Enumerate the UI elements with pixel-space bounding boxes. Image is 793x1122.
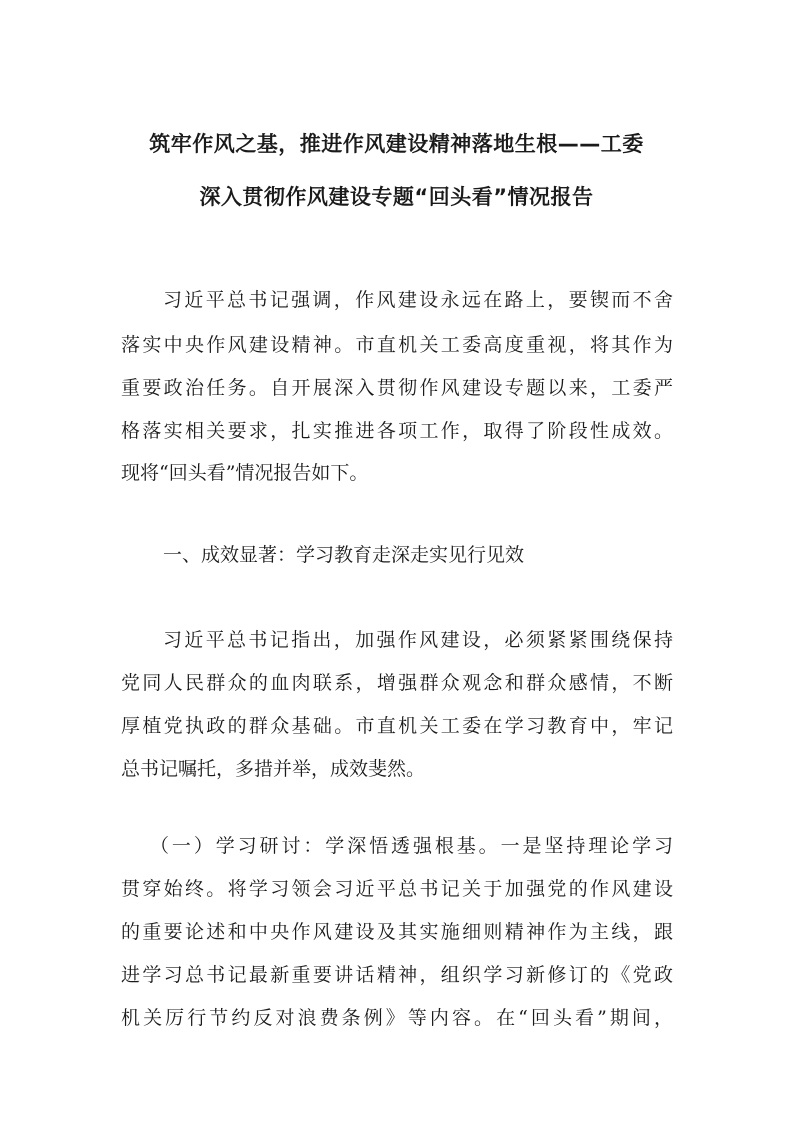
sub1-line-4: 进学习总书记最新重要讲话精神，组织学习新修订的《党政 (121, 964, 673, 986)
document-title-line-2: 深入贯彻作风建设专题“回头看”情况报告 (199, 185, 594, 209)
sub1-line-5: 机关厉行节约反对浪费条例》等内容。在“回头看”期间， (121, 1007, 673, 1029)
sub1-line-2: 贯穿始终。将学习领会习近平总书记关于加强党的作风建设 (121, 878, 673, 900)
intro-line-3: 重要政治任务。自开展深入贯彻作风建设专题以来，工委严 (121, 377, 673, 399)
sub1-line-1: （一）学习研讨：学深悟透强根基。一是坚持理论学习 (150, 835, 673, 857)
sub1-line-3: 的重要论述和中央作风建设及其实施细则精神作为主线，跟 (121, 921, 673, 943)
document-title-line-1: 筑牢作风之基，推进作风建设精神落地生根——工委 (149, 132, 644, 156)
section1-line-1: 习近平总书记指出，加强作风建设，必须紧紧围绕保持 (163, 629, 673, 651)
intro-line-2: 落实中央作风建设精神。市直机关工委高度重视，将其作为 (121, 334, 673, 356)
section-heading-1: 一、成效显著：学习教育走深走实见行见效 (163, 544, 525, 566)
section1-line-3: 厚植党执政的群众基础。市直机关工委在学习教育中，牢记 (121, 715, 673, 737)
section1-line-4: 总书记嘱托，多措并举，成效斐然。 (121, 758, 426, 780)
intro-line-1: 习近平总书记强调，作风建设永远在路上，要锲而不舍 (163, 289, 673, 311)
section1-line-2: 党同人民群众的血肉联系，增强群众观念和群众感情，不断 (121, 672, 673, 694)
intro-line-4: 格落实相关要求，扎实推进各项工作，取得了阶段性成效。 (121, 420, 673, 442)
intro-line-5: 现将“回头看”情况报告如下。 (121, 462, 369, 484)
